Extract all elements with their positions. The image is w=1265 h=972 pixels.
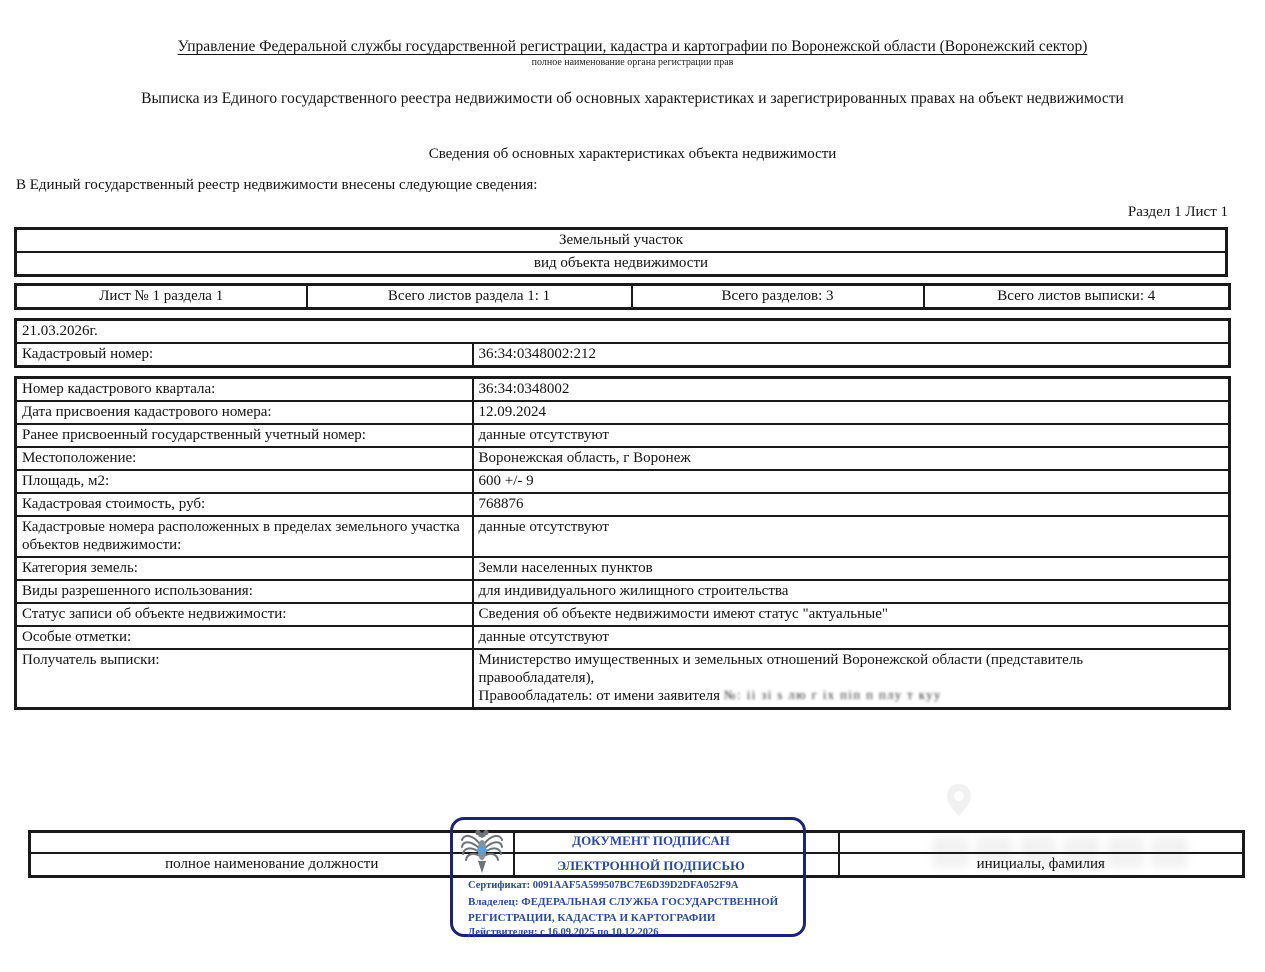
map-pin-icon xyxy=(945,782,973,818)
table-row xyxy=(16,603,1230,626)
table-row xyxy=(16,320,1230,344)
stamp-certificate: Сертификат: 0091AAF5A599507BC7E6D39D2DFA052F9A xyxy=(468,880,739,891)
table-row xyxy=(16,626,1230,649)
attr-value: данные отсутствуют xyxy=(473,626,1230,649)
date-and-cadastral-table xyxy=(14,318,1231,368)
table-row xyxy=(16,252,1227,276)
extract-date: 21.03.2026г. xyxy=(16,320,1230,344)
table-row xyxy=(16,516,1230,557)
attr-label: Особые отметки: xyxy=(16,626,473,649)
table-row xyxy=(16,447,1230,470)
attr-value: Земли населенных пунктов xyxy=(473,557,1230,580)
table-row xyxy=(16,401,1230,424)
attr-label: Дата присвоения кадастрового номера: xyxy=(16,401,473,424)
attr-label: Ранее присвоенный государственный учетный номер: xyxy=(16,424,473,447)
object-kind-caption: вид объекта недвижимости xyxy=(16,252,1227,276)
cadastral-number-label: Кадастровый номер: xyxy=(16,343,473,367)
recipient-value xyxy=(473,649,1230,709)
double-headed-eagle-icon xyxy=(460,826,504,876)
attr-value: Сведения об объекте недвижимости имеют статус "актуальные" xyxy=(473,603,1230,626)
recipient-value-line1: Министерство имущественных и земельных отношений Воронежской области (представитель правообладателя), xyxy=(478,652,1084,686)
stamp-title-line2: ЭЛЕКТРОННОЙ ПОДПИСЬЮ xyxy=(557,858,745,873)
table-row xyxy=(16,649,1230,709)
name-caption: инициалы, фамилия xyxy=(839,853,1244,877)
recipient-value-line2 xyxy=(479,687,1224,705)
attr-label: Статус записи об объекте недвижимости: xyxy=(16,603,473,626)
object-kind-table xyxy=(14,227,1228,277)
position-value-cell xyxy=(30,832,514,853)
attr-value: Воронежская область, г Воронеж xyxy=(473,447,1230,470)
attributes-table xyxy=(14,376,1231,710)
rightholder-prefix: Правообладатель: от имени заявителя xyxy=(478,688,724,704)
section-title: Сведения об основных характеристиках объекта недвижимости xyxy=(428,146,837,162)
attr-label: Местоположение: xyxy=(16,447,473,470)
stamp-owner-line1: Владелец: ФЕДЕРАЛЬНАЯ СЛУЖБА ГОСУДАРСТВЕННОЙ xyxy=(468,896,779,908)
name-value-cell xyxy=(839,832,1244,853)
object-kind-value: Земельный участок xyxy=(16,229,1227,253)
table-row xyxy=(16,285,1230,309)
table-row xyxy=(16,378,1230,402)
sheet-number-cell: Лист № 1 раздела 1 xyxy=(16,285,307,309)
attr-label: Виды разрешенного использования: xyxy=(16,580,473,603)
stamp-title-line1: ДОКУМЕНТ ПОДПИСАН xyxy=(572,833,730,848)
attr-label: Кадастровые номера расположенных в пределах земельного участка объектов недвижимости: xyxy=(16,516,473,557)
attr-value: данные отсутствуют xyxy=(473,516,1230,557)
attr-value: 600 +/- 9 xyxy=(473,470,1230,493)
table-row xyxy=(16,424,1230,447)
document-title: Выписка из Единого государственного реестра недвижимости об основных характеристиках и зарегистрированных правах на объект недвижимости xyxy=(141,90,1124,107)
table-row xyxy=(16,580,1230,603)
section-sheets-total-cell: Всего листов раздела 1: 1 xyxy=(307,285,632,309)
attr-label: Номер кадастрового квартала: xyxy=(16,378,473,402)
attr-label: Площадь, м2: xyxy=(16,470,473,493)
extract-sheets-total-cell: Всего листов выписки: 4 xyxy=(924,285,1230,309)
table-row xyxy=(16,557,1230,580)
registration-authority-heading: Управление Федеральной службы государственной регистрации, кадастра и картографии по Воронежской области (Воронежский сектор) xyxy=(177,38,1088,55)
digital-signature-stamp xyxy=(450,817,806,937)
attr-label: Кадастровая стоимость, руб: xyxy=(16,493,473,516)
table-row xyxy=(16,493,1230,516)
position-caption: полное наименование должности xyxy=(30,853,514,877)
attr-value: данные отсутствуют xyxy=(473,424,1230,447)
redacted-text: №: іі зі ѕ лю г іх піп п плу т куу xyxy=(723,688,942,702)
sections-total-cell: Всего разделов: 3 xyxy=(632,285,924,309)
intro-line: В Единый государственный реестр недвижимости внесены следующие сведения: xyxy=(16,177,538,193)
attr-label: Категория земель: xyxy=(16,557,473,580)
section-sheet-label: Раздел 1 Лист 1 xyxy=(1127,204,1228,220)
cadastral-number-value: 36:34:0348002:212 xyxy=(473,343,1230,367)
attr-value: для индивидуального жилищного строительства xyxy=(473,580,1230,603)
recipient-label: Получатель выписки: xyxy=(16,649,473,709)
attr-value: 36:34:0348002 xyxy=(473,378,1230,402)
attr-value: 12.09.2024 xyxy=(473,401,1230,424)
stamp-validity: Действителен: с 16.09.2025 по 10.12.2026 xyxy=(468,927,659,938)
attr-value: 768876 xyxy=(473,493,1230,516)
table-row xyxy=(16,229,1227,253)
sheet-counters-table xyxy=(14,283,1231,310)
table-row xyxy=(16,470,1230,493)
stamp-owner-line2: РЕГИСТРАЦИИ, КАДАСТРА И КАРТОГРАФИИ xyxy=(468,912,716,924)
table-row xyxy=(16,343,1230,367)
authority-caption: полное наименование органа регистрации прав xyxy=(531,57,734,68)
